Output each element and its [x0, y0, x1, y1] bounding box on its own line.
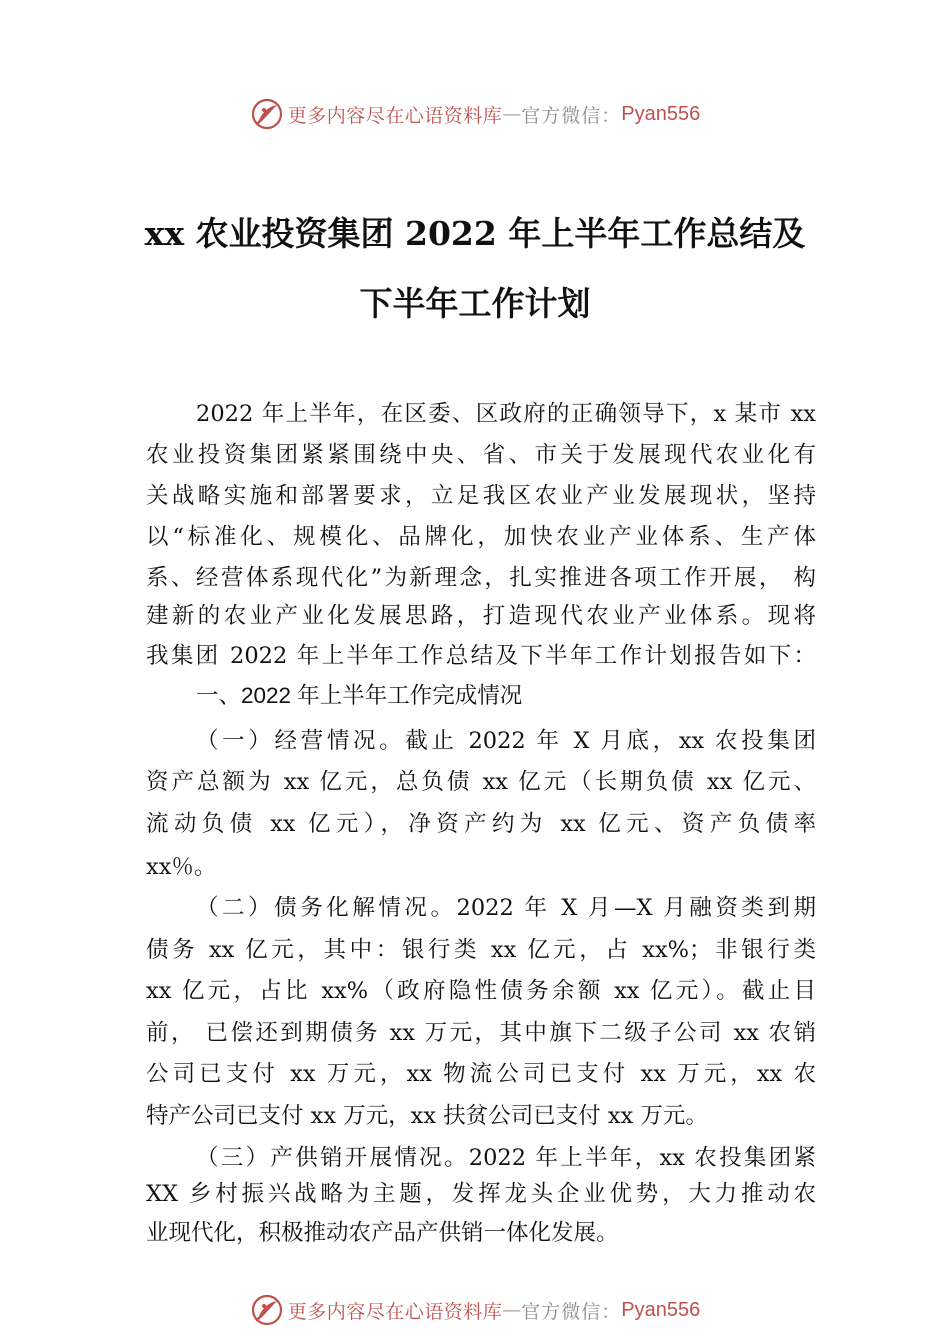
watermark-brand: 更多内容尽在心语资料库	[287, 1300, 503, 1323]
body-line: 公司已支付 xx 万元，xx 物流公司已支付 xx 万元，xx 农	[146, 1061, 816, 1087]
document-title-line-2: 下半年工作计划	[359, 284, 591, 323]
section-heading: 一、2022 年上半年工作完成情况	[196, 683, 523, 708]
watermark-brand: 更多内容尽在心语资料库	[287, 104, 503, 127]
body-line: XX 乡村振兴战略为主题，发挥龙头企业优势，大力推动农	[146, 1181, 816, 1207]
body-line: xx 亿元，占比 xx%（政府隐性债务余额 xx 亿元）。截止目	[146, 978, 816, 1004]
body-line: 2022 年上半年，在区委、区政府的正确领导下，x 某市 xx	[196, 401, 816, 427]
watermark-wechat-id: Pyan556	[621, 1298, 701, 1321]
body-line: 债务 xx 亿元，其中：银行类 xx 亿元，占 xx%；非银行类	[146, 937, 816, 963]
watermark-dash: —	[502, 103, 522, 125]
watermark-dash: —	[502, 1299, 522, 1321]
brush-logo-icon	[250, 97, 284, 131]
watermark-wechat-label: 官方微信：	[521, 104, 622, 127]
body-line: 流动负债 xx 亿元），净资产约为 xx 亿元、资产负债率	[146, 811, 816, 837]
body-line: xx％。	[146, 854, 217, 880]
watermark-wechat-id: Pyan556	[621, 102, 701, 125]
body-line: 关战略实施和部署要求，立足我区农业产业发展现状，坚持	[146, 483, 816, 509]
body-line: 以“标准化、规模化、品牌化，加快农业产业体系、生产体	[146, 524, 816, 550]
body-line: 特产公司已支付 xx 万元，xx 扶贫公司已支付 xx 万元。	[146, 1103, 708, 1129]
body-line: 前， 已偿还到期债务 xx 万元，其中旗下二级子公司 xx 农销	[146, 1020, 816, 1046]
body-line: 业现代化，积极推动农产品产供销一体化发展。	[146, 1220, 619, 1246]
body-line: （一）经营情况。截止 2022 年 X 月底，xx 农投集团	[196, 728, 816, 754]
watermark-footer	[0, 1290, 950, 1330]
brush-logo-icon	[250, 1293, 284, 1327]
watermark-wechat-label: 官方微信：	[521, 1300, 622, 1323]
body-line: （二）债务化解情况。2022 年 X 月—X 月融资类到期	[196, 895, 816, 921]
body-line: 我集团 2022 年上半年工作总结及下半年工作计划报告如下：	[146, 643, 816, 669]
body-line: 建新的农业产业化发展思路，打造现代农业产业体系。现将	[146, 603, 816, 629]
watermark-header	[0, 94, 950, 134]
body-line: 资产总额为 xx 亿元，总负债 xx 亿元（长期负债 xx 亿元、	[146, 769, 816, 795]
body-line: （三）产供销开展情况。2022 年上半年，xx 农投集团紧	[196, 1145, 816, 1171]
document-title-line-1: xx 农业投资集团 2022 年上半年工作总结及	[144, 214, 806, 253]
body-line: 农业投资集团紧紧围绕中央、省、市关于发展现代农业化有	[146, 442, 816, 468]
body-line: 系、经营体系现代化”为新理念，扎实推进各项工作开展， 构	[146, 565, 816, 591]
